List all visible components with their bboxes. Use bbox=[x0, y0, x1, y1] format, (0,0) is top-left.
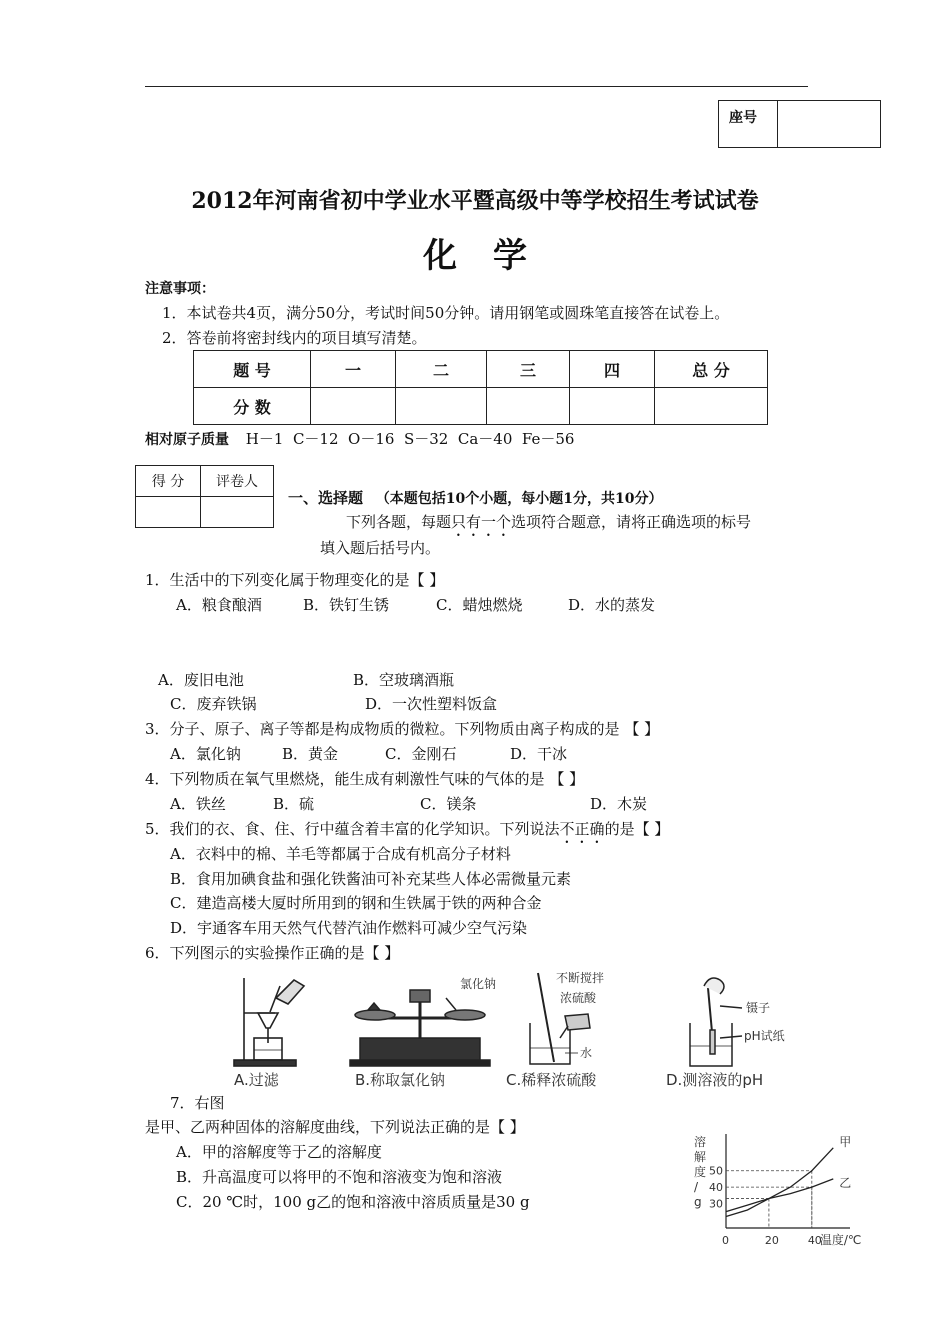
y-tick-label: 40 bbox=[709, 1181, 723, 1195]
fig-label-d: D.测溶液的pH bbox=[666, 1071, 764, 1089]
q3-option-d[interactable]: D．干冰 bbox=[510, 745, 568, 763]
instr-emphasis: 只有一个 bbox=[451, 513, 512, 531]
y-axis-label-char: 度 bbox=[694, 1165, 707, 1179]
section1-heading-line bbox=[288, 487, 663, 508]
fig-label-b: B.称取氯化钠 bbox=[355, 1071, 446, 1089]
fig-label-c: C.稀释浓硫酸 bbox=[506, 1071, 597, 1089]
grader-name-cell[interactable] bbox=[201, 497, 274, 528]
q3-stem: 3．分子、原子、离子等都是构成物质的微粒。下列物质由离子构成的是 【 】 bbox=[145, 720, 660, 738]
score-col-header: 总 分 bbox=[655, 351, 768, 388]
exam-title: 2012年河南省初中学业水平暨高级中等学校招生考试试卷 bbox=[191, 188, 759, 214]
q3-option-c[interactable]: C．金刚石 bbox=[385, 745, 457, 763]
y-axis-label-char: g bbox=[694, 1195, 702, 1209]
note-item: 1．本试卷共4页，满分50分，考试时间50分钟。请用钢笔或圆珠笔直接答在试卷上。 bbox=[162, 304, 730, 322]
section1-instruction-line2: 填入题后括号内。 bbox=[320, 539, 441, 557]
fig-label-a: A.过滤 bbox=[234, 1071, 279, 1089]
instr-text: 选项符合题意，请将正确选项的标号 bbox=[511, 513, 752, 531]
x-tick-label: 20 bbox=[764, 1234, 779, 1247]
ph-test-figure bbox=[690, 978, 742, 1066]
legend-label: 甲 bbox=[839, 1134, 852, 1149]
note-item: 2．答卷前将密封线内的项目填写清楚。 bbox=[162, 329, 427, 347]
q7-option-b[interactable]: B．升高温度可以将甲的不饱和溶液变为饱和溶液 bbox=[176, 1168, 503, 1186]
q4-stem: 4．下列物质在氧气里燃烧，能生成有刺激性气味的气体的是 【 】 bbox=[145, 770, 585, 788]
q4-option-c[interactable]: C．镁条 bbox=[420, 795, 477, 813]
y-tick-label: 30 bbox=[709, 1197, 723, 1211]
y-axis-label-char: 解 bbox=[694, 1150, 707, 1164]
q5-option-b[interactable]: B．食用加碘食盐和强化铁酱油可补充某些人体必需微量元素 bbox=[170, 870, 572, 888]
seat-number-box bbox=[718, 100, 881, 148]
fig-label-stir: 不断搅拌 bbox=[556, 971, 605, 985]
y-axis-label-char: 溶 bbox=[694, 1135, 707, 1149]
x-axis-label: 温度/℃ bbox=[819, 1233, 862, 1247]
balance-figure bbox=[350, 990, 490, 1066]
q5-option-a[interactable]: A．衣料中的棉、羊毛等都属于合成有机高分子材料 bbox=[170, 845, 511, 863]
q3-option-b[interactable]: B．黄金 bbox=[282, 745, 339, 763]
q5-stem-emphasis: 不正确 bbox=[559, 820, 605, 838]
seal-line bbox=[145, 86, 808, 87]
grader-name-label: 评卷人 bbox=[201, 466, 274, 497]
x-tick-label: 40 bbox=[807, 1234, 822, 1247]
subject-title: 化学 bbox=[423, 236, 563, 276]
section1-note: （本题包括10个小题，每小题1分，共10分） bbox=[375, 491, 663, 507]
q4-option-a[interactable]: A．铁丝 bbox=[170, 795, 226, 813]
instr-text: 下列各题，每题 bbox=[346, 513, 452, 531]
fig-label-tweezer: 镊子 bbox=[746, 1001, 771, 1015]
atomic-mass-values: H－1 C－12 O－16 S－32 Ca－40 Fe－56 bbox=[245, 430, 575, 448]
score-col-header: 三 bbox=[487, 351, 570, 388]
q7-option-c[interactable]: C．20 ℃时，100 g乙的饱和溶液中溶质质量是30 g bbox=[176, 1193, 530, 1211]
score-cell[interactable] bbox=[396, 388, 487, 425]
atomic-mass-label: 相对原子质量 bbox=[145, 432, 229, 448]
q5-stem-text: 的是【 】 bbox=[604, 820, 670, 838]
score-table bbox=[193, 350, 768, 425]
q7-stem-line1: 7．右图 bbox=[170, 1094, 225, 1112]
q2-option-c[interactable]: C．废弃铁锅 bbox=[170, 695, 257, 713]
fig-label-nacl: 氯化钠 bbox=[460, 977, 497, 991]
score-row-label: 分 数 bbox=[194, 388, 311, 425]
q6-stem: 6．下列图示的实验操作正确的是【 】 bbox=[145, 944, 400, 962]
q1-option-b[interactable]: B．铁钉生锈 bbox=[303, 596, 390, 614]
score-row-label: 题 号 bbox=[194, 351, 311, 388]
score-col-header: 四 bbox=[570, 351, 655, 388]
solubility-chart bbox=[690, 1130, 865, 1252]
fig-label-acid: 浓硫酸 bbox=[560, 991, 597, 1005]
notes-heading: 注意事项： bbox=[145, 281, 215, 297]
atomic-mass-line bbox=[145, 428, 574, 449]
q2-option-b[interactable]: B．空玻璃酒瓶 bbox=[353, 671, 455, 689]
series-line-yi bbox=[726, 1179, 833, 1212]
q2-option-d[interactable]: D．一次性塑料饭盒 bbox=[365, 695, 498, 713]
q4-option-d[interactable]: D．木炭 bbox=[590, 795, 648, 813]
legend-label: 乙 bbox=[839, 1175, 852, 1190]
q5-option-c[interactable]: C．建造高楼大厦时所用到的钢和生铁属于铁的两种合金 bbox=[170, 894, 542, 912]
q1-option-c[interactable]: C．蜡烛燃烧 bbox=[436, 596, 523, 614]
q5-option-d[interactable]: D．宇通客车用天然气代替汽油作燃料可减少空气污染 bbox=[170, 919, 528, 937]
seat-input[interactable] bbox=[778, 101, 881, 148]
section1-instruction bbox=[346, 511, 751, 540]
q1-stem: 1．生活中的下列变化属于物理变化的是【 】 bbox=[145, 571, 445, 589]
q6-figures bbox=[220, 968, 820, 1093]
score-cell[interactable] bbox=[655, 388, 768, 425]
q4-option-b[interactable]: B．硫 bbox=[273, 795, 315, 813]
grader-box bbox=[135, 465, 274, 528]
q1-option-d[interactable]: D．水的蒸发 bbox=[568, 596, 656, 614]
score-cell[interactable] bbox=[311, 388, 396, 425]
y-tick-label: 50 bbox=[709, 1164, 723, 1178]
score-cell[interactable] bbox=[487, 388, 570, 425]
q5-stem-text: 5．我们的衣、食、住、行中蕴含着丰富的化学知识。下列说法 bbox=[145, 820, 560, 838]
section1-heading: 一、选择题 bbox=[288, 489, 364, 507]
score-col-header: 二 bbox=[396, 351, 487, 388]
q2-option-a[interactable]: A．废旧电池 bbox=[158, 671, 244, 689]
seat-label: 座号 bbox=[719, 101, 778, 148]
q7-option-a[interactable]: A．甲的溶解度等于乙的溶解度 bbox=[176, 1143, 382, 1161]
x-tick-label: 0 bbox=[722, 1234, 729, 1247]
score-cell[interactable] bbox=[570, 388, 655, 425]
q7-stem-line2: 是甲、乙两种固体的溶解度曲线，下列说法正确的是【 】 bbox=[145, 1118, 525, 1136]
fig-label-water: 水 bbox=[580, 1046, 593, 1060]
filtration-figure bbox=[234, 978, 304, 1066]
q3-option-a[interactable]: A．氯化钠 bbox=[170, 745, 241, 763]
score-col-header: 一 bbox=[311, 351, 396, 388]
grader-score-label: 得 分 bbox=[136, 466, 201, 497]
fig-label-ph-paper: pH试纸 bbox=[744, 1029, 785, 1043]
y-axis-label-char: / bbox=[694, 1180, 699, 1194]
grader-score-cell[interactable] bbox=[136, 497, 201, 528]
q1-option-a[interactable]: A．粮食酿酒 bbox=[176, 596, 262, 614]
